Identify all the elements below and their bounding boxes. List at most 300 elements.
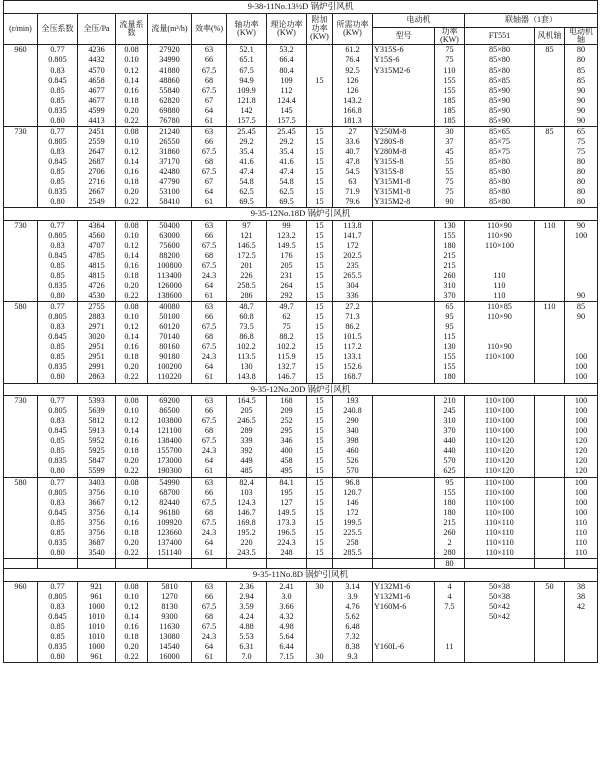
cell-value: 55 — [445, 166, 454, 176]
cell-value: Y15S-6 — [374, 55, 400, 65]
cell-value: 85 — [576, 302, 586, 312]
extra-row — [4, 558, 598, 568]
cell-value: 85×80 — [489, 166, 510, 176]
col-theoretical-power — [267, 477, 307, 558]
cell-value: 103 — [240, 487, 253, 497]
col-total-pressure — [78, 45, 116, 126]
cell-value: 110×120 — [485, 446, 514, 456]
cell-value: 2716 — [88, 177, 105, 187]
cell-value: 86.2 — [345, 322, 360, 332]
cell-value: 0.18 — [124, 631, 139, 641]
cell-value: 458 — [280, 456, 293, 466]
cell-value: 168 — [280, 396, 293, 406]
col-theoretical-power — [267, 302, 307, 383]
cell-value: 100 — [574, 426, 588, 436]
cell-value: 196.5 — [277, 527, 296, 537]
cell-value — [308, 642, 331, 652]
cell-value: 29.2 — [279, 136, 294, 146]
cell-value: 0.10 — [124, 312, 139, 322]
cell-value: 62.5 — [279, 187, 294, 197]
cell-value: 0.22 — [124, 291, 139, 301]
header-extra-power: 附加功率(KW) — [307, 13, 333, 45]
cell-value — [466, 332, 533, 342]
cell-value: 15 — [315, 406, 324, 416]
cell-value: 62820 — [159, 95, 180, 105]
cell-value: 15 — [315, 466, 324, 476]
cell-value: 67.5 — [201, 497, 217, 507]
cell-value: 115 — [443, 332, 456, 342]
cell-value: 172 — [346, 507, 359, 517]
cell-value: 295 — [280, 426, 293, 436]
cell-value: 0.08 — [124, 396, 139, 406]
cell-value: 137400 — [157, 537, 182, 547]
cell-value: 0.20 — [124, 537, 139, 547]
cell-value: 15 — [315, 312, 324, 322]
cell-value: 61 — [204, 115, 214, 125]
cell-value: 155 — [443, 75, 456, 85]
cell-value: 123660 — [157, 527, 182, 537]
col-theoretical-power — [267, 396, 307, 477]
cell-value: 0.80 — [50, 197, 65, 207]
cell-value: 110 — [575, 517, 587, 527]
cell-value: 66 — [204, 136, 214, 146]
cell-value: 0.77 — [50, 220, 65, 230]
col-efficiency — [192, 396, 227, 477]
cell-value: 100 — [574, 487, 588, 497]
cell-value — [374, 261, 433, 271]
col-motor-model — [373, 45, 435, 126]
cell-value: 95 — [445, 477, 454, 487]
cell-value: 15 — [315, 177, 324, 187]
cell-value — [466, 642, 533, 652]
cell-value: 15 — [315, 322, 324, 332]
cell-value: 4815 — [88, 271, 105, 281]
cell-value: 0.16 — [124, 260, 139, 270]
cell-value: 0.80 — [50, 115, 65, 125]
cell-value: 6.44 — [279, 642, 294, 651]
speed-cell: 960 — [4, 581, 38, 662]
cell-value: 202.5 — [343, 250, 362, 260]
cell-value: 85×90 — [489, 85, 510, 95]
cell-value — [374, 116, 433, 126]
cell-value: Y132M1-6 — [374, 591, 411, 601]
col-total-pressure — [78, 396, 116, 477]
cell-value: 115.9 — [277, 352, 296, 362]
cell-value: 2863 — [88, 372, 105, 382]
cell-value — [566, 241, 596, 251]
cell-value: 5925 — [88, 446, 105, 456]
cell-value: 113.5 — [237, 352, 256, 362]
cell-value: 66 — [204, 487, 214, 497]
cell-value — [466, 251, 533, 261]
cell-value: 95 — [445, 322, 454, 332]
cell-value — [374, 332, 433, 342]
cell-value: Y315S-6 — [374, 45, 404, 55]
cell-value: 50100 — [159, 312, 180, 322]
cell-value: 70140 — [159, 332, 180, 342]
cell-value: 0.12 — [124, 416, 139, 426]
cell-value: 75 — [445, 177, 454, 187]
cell-value: 80 — [576, 166, 586, 176]
cell-value: 15 — [315, 477, 324, 487]
col-flow-coef — [116, 302, 148, 383]
cell-value: 126000 — [157, 281, 182, 291]
cell-value: 68 — [204, 156, 214, 166]
cell-value: 68700 — [159, 487, 180, 497]
cell-value — [566, 622, 596, 632]
cell-value: 90180 — [159, 352, 180, 362]
col-fan-shaft: 110 — [535, 220, 565, 301]
cell-value: 85×80 — [489, 156, 510, 166]
col-ft551 — [465, 302, 535, 383]
cell-value: Y315S-8 — [374, 166, 404, 176]
cell-value: 21240 — [159, 126, 180, 136]
cell-value: Y160L-6 — [374, 642, 405, 651]
cell-value — [308, 622, 331, 632]
cell-value: 132.7 — [277, 362, 296, 372]
cell-value: 961 — [90, 652, 103, 662]
cell-value: 121 — [240, 230, 253, 240]
cell-value: 0.845 — [48, 332, 67, 342]
cell-value: 4677 — [88, 85, 105, 95]
cell-value: 110×100 — [485, 477, 514, 487]
cell-value: 0.80 — [50, 547, 65, 557]
cell-value: 8130 — [161, 601, 178, 611]
speed-cell: 730 — [4, 220, 38, 301]
extra-cell — [535, 558, 565, 568]
cell-value: 1010 — [88, 611, 105, 621]
cell-value: 15 — [315, 197, 324, 207]
cell-value: 3756 — [88, 517, 105, 527]
cell-value: 4.88 — [239, 621, 254, 631]
cell-value: 0.85 — [50, 260, 65, 270]
cell-value: 65.1 — [239, 55, 254, 65]
cell-value: 2687 — [88, 156, 105, 166]
cell-value — [566, 632, 596, 642]
col-ft551 — [465, 45, 535, 126]
cell-value: 339 — [240, 436, 253, 446]
cell-value: 0.22 — [124, 372, 139, 382]
cell-value: 168.7 — [343, 372, 362, 382]
section-title-row — [4, 569, 598, 582]
cell-value: 0.835 — [48, 642, 67, 651]
cell-value: 55 — [445, 156, 454, 166]
cell-value: 61 — [204, 547, 214, 557]
col-fan-shaft: 50 — [535, 581, 565, 662]
cell-value: 109 — [280, 75, 293, 85]
col-motor-power — [435, 45, 465, 126]
cell-value: 47.8 — [345, 156, 360, 166]
header-total-pressure-coef: 全压系数 — [38, 13, 78, 45]
col-extra-power — [307, 396, 333, 477]
cell-value: 85×90 — [489, 105, 510, 115]
col-motor-power — [435, 477, 465, 558]
cell-value — [374, 426, 433, 436]
cell-value: 24.3 — [201, 352, 217, 362]
cell-value: 55840 — [159, 85, 180, 95]
cell-value: 0.845 — [48, 250, 67, 260]
col-total-pressure-coef — [38, 581, 78, 662]
cell-value: 110 — [493, 271, 506, 281]
col-flow — [148, 396, 192, 477]
cell-value: 215 — [443, 260, 456, 270]
cell-value: 0.20 — [124, 642, 139, 651]
cell-value: 7.32 — [345, 631, 360, 641]
cell-value: 4530 — [88, 291, 105, 301]
cell-value: 0.805 — [48, 591, 67, 601]
cell-value: 38 — [576, 591, 586, 601]
cell-value: 15 — [315, 332, 324, 342]
cell-value: 286 — [240, 291, 253, 301]
col-ft551 — [465, 220, 535, 301]
col-motor-power — [435, 126, 465, 207]
cell-value: 3.59 — [239, 601, 254, 611]
cell-value: 110×100 — [485, 416, 514, 426]
header-efficiency: 效率(%) — [192, 13, 227, 45]
cell-value: 101.5 — [343, 332, 362, 342]
cell-value: 11 — [445, 642, 454, 651]
cell-value: 5810 — [161, 581, 178, 591]
cell-value: 224.3 — [277, 537, 296, 547]
cell-value: 0.10 — [124, 487, 139, 497]
cell-value: 97 — [242, 220, 251, 230]
cell-value: 41.6 — [239, 156, 254, 166]
cell-value: 0.845 — [48, 156, 67, 166]
cell-value: 0.12 — [124, 601, 139, 611]
cell-value: 47.4 — [239, 166, 254, 176]
cell-value: 85×65 — [489, 126, 510, 136]
cell-value: 0.835 — [48, 537, 67, 547]
cell-value: 0.85 — [50, 527, 65, 537]
cell-value: 205 — [280, 260, 293, 270]
cell-value: 110 — [575, 547, 587, 557]
cell-value: 240.8 — [343, 406, 362, 416]
cell-value: 0.20 — [124, 456, 139, 466]
cell-value: 67 — [204, 95, 214, 105]
section-title: 9-38-11No.13½D 锅炉引风机 — [4, 1, 598, 14]
cell-value: 258.5 — [237, 281, 256, 291]
col-extra-power — [307, 220, 333, 301]
cell-value: 0.20 — [124, 105, 139, 115]
col-shaft-power — [227, 220, 267, 301]
cell-value: 15 — [315, 302, 324, 312]
cell-value: 103800 — [157, 416, 182, 426]
cell-value: 13080 — [159, 631, 180, 641]
col-required-power — [333, 302, 373, 383]
cell-value: 38 — [576, 581, 586, 591]
col-shaft-power — [227, 45, 267, 126]
cell-value: 15 — [315, 426, 324, 436]
cell-value: 235 — [346, 260, 359, 270]
col-motor-model — [373, 302, 435, 383]
cell-value: 75 — [282, 322, 291, 332]
cell-value: 142 — [240, 105, 253, 115]
cell-value: 5393 — [88, 396, 105, 406]
cell-value: 526 — [346, 456, 359, 466]
col-motor-model — [373, 477, 435, 558]
cell-value: 173000 — [157, 456, 182, 466]
section-title-row — [4, 208, 598, 221]
cell-value: 58410 — [159, 197, 180, 207]
cell-value — [374, 241, 433, 251]
cell-value: 0.18 — [124, 352, 139, 362]
cell-value: 5599 — [88, 466, 105, 476]
cell-value: 0.83 — [50, 65, 65, 75]
cell-value: 120.7 — [343, 487, 362, 497]
cell-value: 145 — [280, 105, 293, 115]
col-flow-coef — [116, 220, 148, 301]
col-motor-shaft — [565, 396, 598, 477]
cell-value: 0.12 — [124, 240, 139, 250]
cell-value: 110×110 — [485, 527, 514, 537]
col-motor-model — [373, 581, 435, 662]
cell-value: 3687 — [88, 537, 105, 547]
cell-value: 90 — [445, 197, 454, 207]
col-extra-power — [307, 45, 333, 126]
cell-value: 0.22 — [124, 115, 139, 125]
col-shaft-power — [227, 581, 267, 662]
cell-value: 63 — [204, 396, 214, 406]
header-speed: (r/min) — [4, 13, 38, 45]
cell-value: 66 — [204, 406, 214, 416]
cell-value: 126 — [346, 75, 359, 85]
cell-value: 61 — [204, 466, 214, 476]
cell-value: 0.77 — [50, 45, 65, 55]
cell-value: 68 — [204, 250, 214, 260]
table-body — [4, 1, 598, 663]
cell-value — [308, 45, 331, 55]
cell-value: 15 — [315, 187, 324, 197]
cell-value: 5952 — [88, 436, 105, 446]
cell-value: 169.8 — [237, 517, 256, 527]
cell-value: 67.5 — [201, 621, 217, 631]
cell-value: 60120 — [159, 322, 180, 332]
cell-value: 0.12 — [124, 146, 139, 156]
cell-value: 1270 — [161, 591, 178, 601]
cell-value: 180 — [443, 497, 456, 507]
extra-cell — [307, 558, 333, 568]
cell-value: 0.14 — [124, 75, 139, 85]
group-row — [4, 396, 598, 477]
cell-value — [374, 372, 433, 382]
col-ft551 — [465, 126, 535, 207]
cell-value: 173.3 — [277, 517, 296, 527]
cell-value — [374, 86, 433, 96]
cell-value: 15 — [315, 126, 324, 136]
header-row — [4, 13, 598, 27]
cell-value: 260 — [443, 271, 456, 281]
cell-value: 120 — [574, 456, 588, 466]
cell-value — [374, 221, 433, 231]
cell-value: 15 — [315, 416, 324, 426]
cell-value: 1000 — [88, 642, 105, 651]
cell-value: 63 — [204, 220, 214, 230]
header-flow-coef: 流量系数 — [116, 13, 148, 45]
cell-value: 67.5 — [201, 322, 217, 332]
cell-value: 4413 — [88, 115, 105, 125]
cell-value: 120 — [574, 446, 588, 456]
cell-value: 85×80 — [489, 177, 510, 187]
cell-value — [374, 652, 433, 662]
cell-value: 0.22 — [124, 197, 139, 207]
cell-value: 0.85 — [50, 166, 65, 176]
cell-value: 100 — [574, 352, 588, 362]
cell-value: 243.5 — [237, 547, 256, 557]
cell-value: 15 — [315, 166, 324, 176]
cell-value — [374, 322, 433, 332]
cell-value: 75 — [576, 146, 586, 156]
col-required-power — [333, 45, 373, 126]
col-total-pressure-coef — [38, 396, 78, 477]
cell-value — [374, 271, 433, 281]
cell-value: 66 — [204, 312, 214, 322]
cell-value — [374, 508, 433, 518]
cell-value: 50×42 — [489, 601, 510, 611]
cell-value: 61 — [204, 652, 214, 662]
cell-value: 570 — [346, 466, 359, 476]
col-fan-shaft: 110 — [535, 302, 565, 383]
cell-value: 133.1 — [343, 352, 362, 362]
extra-cell — [227, 558, 267, 568]
extra-cell — [333, 558, 373, 568]
cell-value: 30 — [445, 126, 454, 136]
cell-value: 138600 — [157, 291, 182, 301]
cell-value: 110×100 — [485, 240, 514, 250]
col-total-pressure-coef — [38, 477, 78, 558]
cell-value: 85 — [576, 75, 586, 85]
cell-value: 110×110 — [485, 547, 514, 557]
cell-value: 15 — [315, 136, 324, 146]
cell-value: 0.85 — [50, 631, 65, 641]
cell-value: 0.83 — [50, 601, 65, 611]
cell-value: 4.76 — [345, 601, 360, 611]
cell-value: 100 — [574, 362, 588, 372]
extra-cell — [565, 558, 598, 568]
extra-cell — [78, 558, 116, 568]
cell-value: 62 — [282, 312, 291, 322]
cell-value: 2451 — [88, 126, 105, 136]
cell-value: 2559 — [88, 136, 105, 146]
cell-value: 0.16 — [124, 342, 139, 352]
group-row — [4, 477, 598, 558]
speed-cell: 580 — [4, 477, 38, 558]
cell-value: 63 — [204, 581, 214, 591]
cell-value: 5.62 — [345, 611, 360, 621]
cell-value: 64 — [204, 105, 214, 115]
cell-value: 0.835 — [48, 105, 67, 115]
cell-value — [308, 66, 331, 76]
cell-value: 8.38 — [345, 642, 360, 651]
cell-value: 0.20 — [124, 362, 139, 372]
cell-value — [566, 261, 596, 271]
cell-value: 155 — [443, 85, 456, 95]
cell-value: 96.8 — [345, 477, 360, 487]
cell-value: 113.8 — [343, 220, 362, 230]
cell-value: 65 — [445, 302, 454, 312]
cell-value: 100 — [574, 477, 588, 487]
extra-cell — [116, 558, 148, 568]
cell-value: 42 — [576, 601, 586, 611]
col-flow — [148, 477, 192, 558]
cell-value: 3756 — [88, 527, 105, 537]
cell-value: 80 — [576, 177, 586, 187]
header-fan-shaft: 风机轴 — [535, 27, 565, 45]
cell-value: 130 — [240, 362, 253, 372]
cell-value: 33.6 — [345, 136, 360, 146]
cell-value: 440 — [443, 446, 456, 456]
cell-value: 27920 — [159, 45, 180, 55]
col-motor-model — [373, 126, 435, 207]
